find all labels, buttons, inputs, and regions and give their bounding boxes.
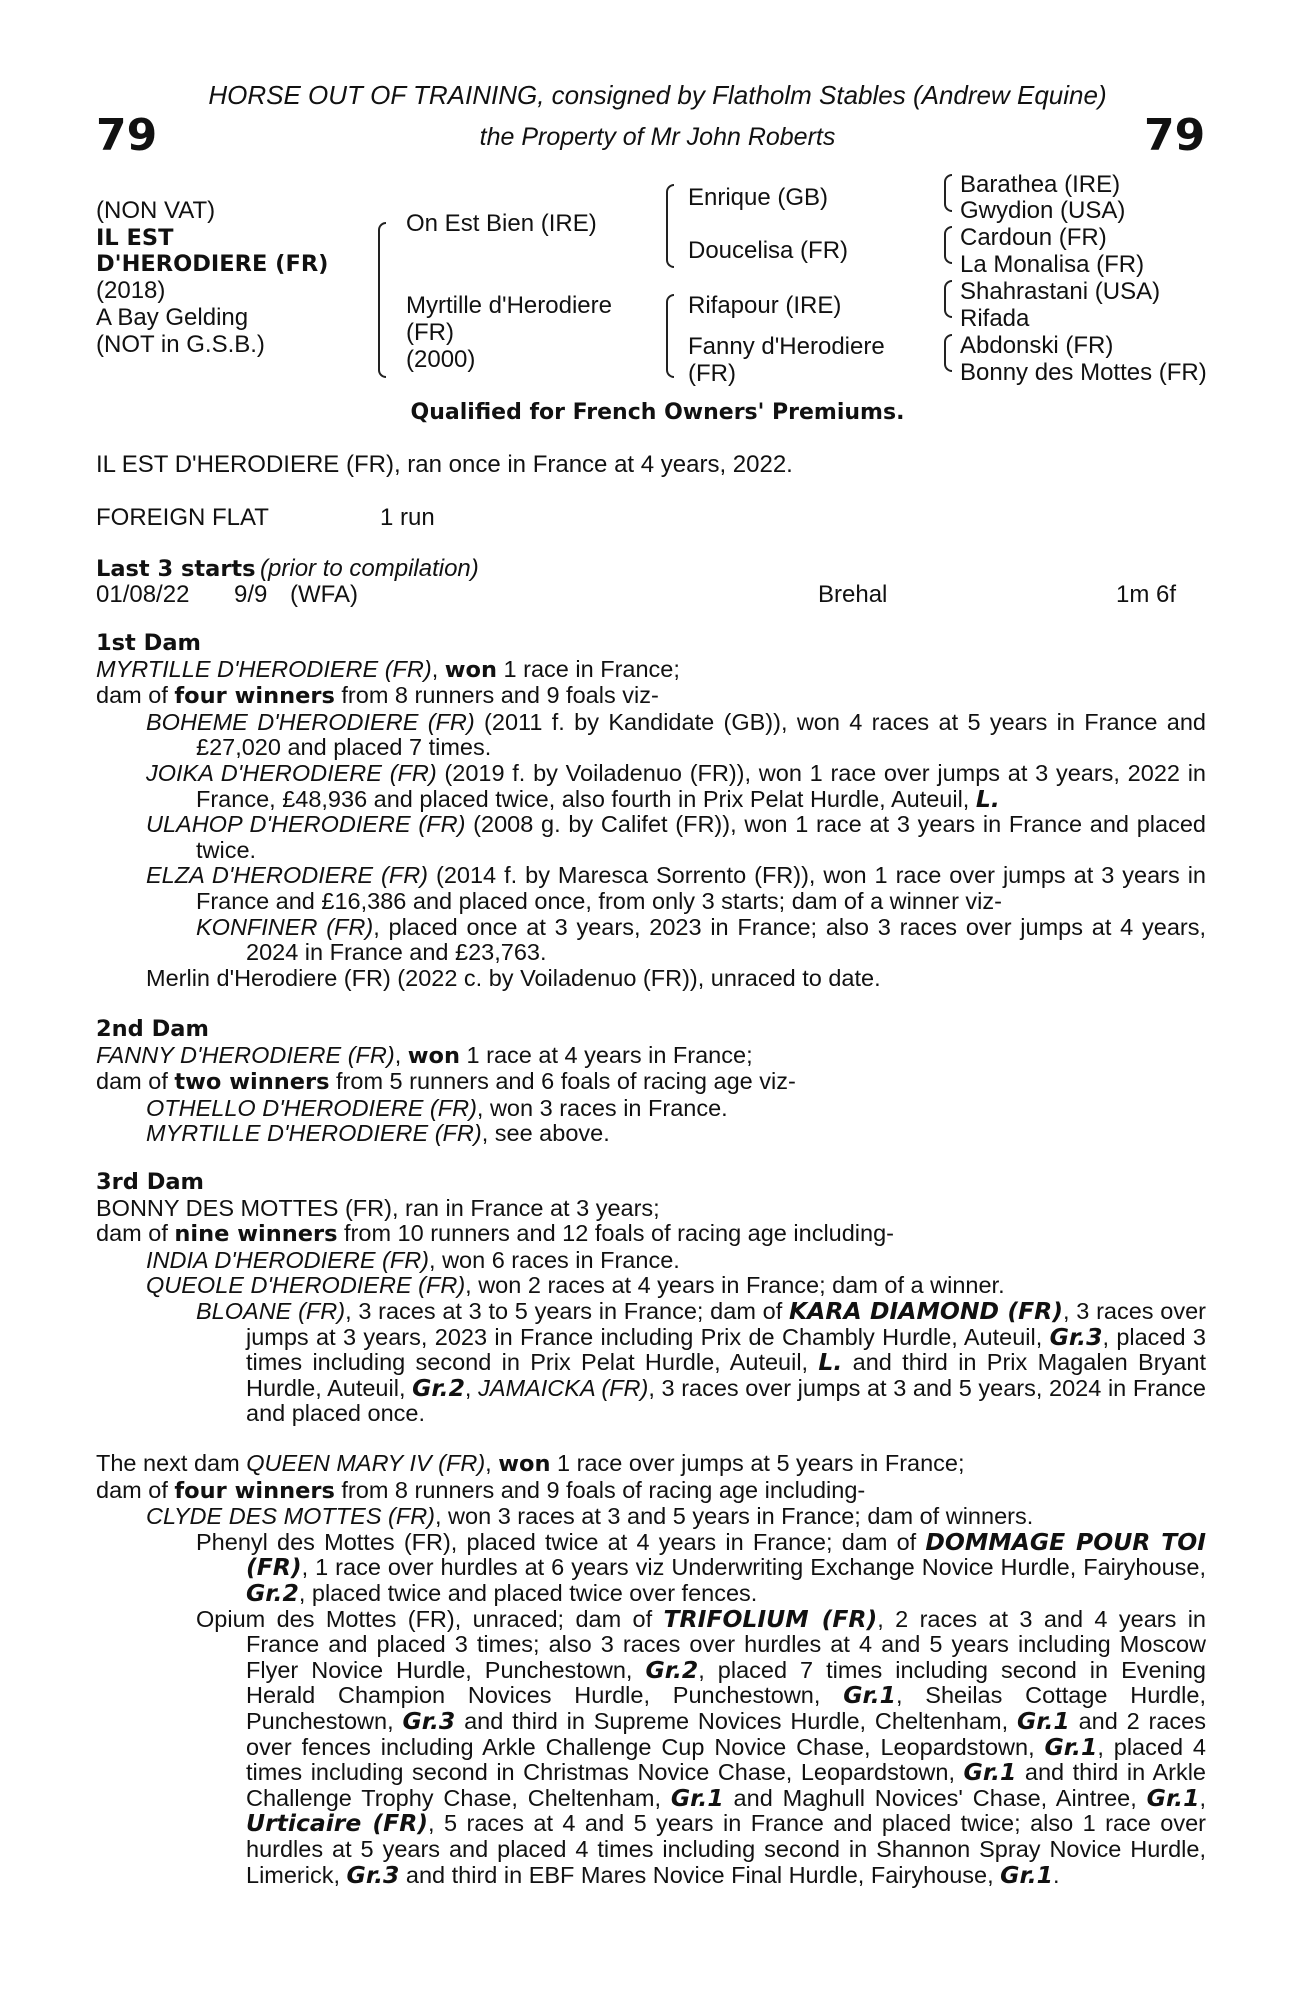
pedigree-ggs-2: Cardoun (FR) (960, 224, 1107, 251)
next-dam-won: won (498, 1451, 551, 1477)
grade-mark: Gr.2 (246, 1578, 299, 1607)
third-dam-section (96, 1170, 1206, 1427)
pedigree-brace-2 (944, 226, 952, 264)
pedigree-ggd-3: Rifada (960, 305, 1030, 332)
listed-mark: L. (975, 784, 1000, 813)
grade-mark: Gr.3 (402, 1706, 456, 1735)
start-distance: 1m 6f (1116, 581, 1177, 608)
pedigree-brace-4 (944, 334, 952, 372)
lot-number-right: 79 (1144, 110, 1206, 161)
produce-text: , placed 4 times including second in Christmas Novice Chase, Leopardstown, (246, 1733, 1206, 1786)
pedigree-sire-sire: Enrique (GB) (688, 184, 829, 211)
gsb-status: (NOT in G.S.B.) (96, 331, 265, 358)
next-dam-sep: , (485, 1450, 499, 1476)
first-dam-section (96, 631, 1206, 991)
pedigree-brace-main (378, 222, 386, 378)
produce-name: ELZA D'HERODIERE (FR) (146, 862, 429, 889)
dam-of-post: from 10 runners and 12 foals of racing age including- (337, 1220, 894, 1247)
produce-myrtille (96, 1121, 1206, 1147)
produce-text: (2011 f. by Kandidate (GB)), won 4 races at 5 years in France and £27,020 and placed 7 times. (196, 708, 1206, 761)
produce-elza (96, 863, 1206, 914)
produce-text: , 3 races over jumps at 3 and 5 years, 2024 in France and placed once. (246, 1374, 1207, 1427)
produce-text: , (464, 1374, 479, 1401)
produce-queole (96, 1273, 1206, 1299)
grade-mark: Gr.2 (412, 1373, 465, 1402)
dam-of-pre: dam of (96, 682, 175, 709)
produce-text: , placed 7 times including second in Evening Herald Champion Novices Hurdle, Punchestown, (246, 1656, 1207, 1709)
pedigree-sire: On Est Bien (IRE) (406, 210, 597, 237)
premiums-note: Qualified for French Owners' Premiums. (410, 400, 905, 425)
grade-mark: Gr.1 (1000, 1860, 1053, 1889)
next-dam-produce-line (96, 1478, 1206, 1505)
race-summary: IL EST D'HERODIERE (FR), ran once in France at 4 years, 2022. (96, 451, 793, 478)
pedigree-dam-dam-line1: Fanny d'Herodiere (688, 333, 885, 360)
produce-text: , won 3 races at 3 and 5 years in France; dam of winners. (435, 1503, 1034, 1530)
produce-text: , 5 races at 4 and 5 years in France and placed twice; also 1 race over hurdles at 5 years and placed 4 times including second in Shannon Spray Novice Hurdle, Limerick, (246, 1810, 1206, 1888)
pedigree-brace-dam (666, 294, 674, 378)
first-dam-rest: 1 race in France; (497, 655, 680, 682)
produce-name: ULAHOP D'HERODIERE (FR) (146, 811, 466, 838)
produce-text: , see above. (481, 1120, 610, 1147)
produce-othello (96, 1096, 1206, 1122)
last-starts-note: (prior to compilation) (260, 555, 479, 582)
grade-mark: Gr.1 (1016, 1706, 1070, 1735)
pedigree-ggd-1: Gwydion (USA) (960, 197, 1126, 224)
produce-text: , 3 races over jumps at 3 years, 2023 in France including Prix de Chambly Hurdle, Auteuil, (246, 1297, 1206, 1350)
produce-joika (96, 761, 1206, 812)
produce-text: Opium des Mottes (FR), unraced; dam of (196, 1605, 664, 1632)
third-dam-produce-line (96, 1221, 1206, 1248)
produce-text: , 2 races at 3 and 4 years in France and placed 3 times; also 3 races over hurdles at 4 and 5 years including Moscow Flyer Novice Hurdle, Punchestown, (246, 1605, 1207, 1683)
black-type-name: DOMMAGE POUR TOI (FR) (246, 1527, 1206, 1582)
produce-phenyl (96, 1527, 1206, 1607)
foaling-year: (2018) (96, 277, 166, 304)
pedigree-brace-sire (666, 184, 674, 268)
third-dam-heading: 3rd Dam (96, 1169, 204, 1195)
produce-text: , won 6 races in France. (429, 1246, 680, 1273)
pedigree-dam-sire: Rifapour (IRE) (688, 292, 842, 319)
second-dam-line: FANNY D'HERODIERE (FR), won 1 race at 4 years in France; (96, 1041, 753, 1069)
vat-status: (NON VAT) (96, 197, 216, 224)
grade-mark: Gr.3 (1049, 1322, 1103, 1351)
pedigree-ggd-2: La Monalisa (FR) (960, 251, 1145, 278)
pedigree-dam-dam-line2: (FR) (688, 360, 736, 387)
start-course: Brehal (818, 581, 888, 608)
second-dam-won: won (407, 1042, 461, 1069)
produce-text: , placed 3 times including second in Prix Pelat Hurdle, Auteuil, (246, 1323, 1206, 1376)
dam-of-bold: two winners (174, 1069, 330, 1096)
pedigree-ggs-3: Shahrastani (USA) (960, 278, 1161, 305)
produce-clyde (96, 1504, 1206, 1530)
first-dam-produce-line (96, 683, 1206, 710)
produce-text: , placed twice and placed twice over fences. (298, 1579, 758, 1606)
pedigree-brace-1 (944, 174, 952, 212)
second-dam-section (96, 1017, 1206, 1147)
third-dam-line: BONNY DES MOTTES (FR), ran in France at 3 years; (96, 1194, 660, 1221)
record-value: 1 run (380, 504, 435, 531)
black-type-name: TRIFOLIUM (FR) (663, 1604, 878, 1633)
produce-merlin: Merlin d'Herodiere (FR) (2022 c. by Voiladenuo (FR)), unraced to date. (146, 964, 881, 991)
next-dam-rest: 1 race over jumps at 5 years in France; (550, 1450, 965, 1476)
pedigree-ggs-4: Abdonski (FR) (960, 332, 1114, 359)
dam-of-post: from 8 runners and 9 foals viz- (334, 682, 659, 709)
produce-text: , 1 race over hurdles at 6 years viz Underwriting Exchange Novice Hurdle, Fairyhouse, (301, 1554, 1206, 1581)
start-condition: (WFA) (290, 581, 358, 608)
produce-text: . (1052, 1861, 1060, 1888)
next-dam-pre: The next dam (96, 1450, 247, 1476)
dam-of-pre: dam of (96, 1220, 175, 1247)
produce-name: INDIA D'HERODIERE (FR) (146, 1246, 430, 1273)
produce-name: QUEOLE D'HERODIERE (FR) (146, 1272, 466, 1299)
listed-mark: L. (818, 1348, 843, 1377)
next-dam-section (96, 1451, 1206, 1888)
produce-ulahop (96, 812, 1206, 863)
produce-text: and third in Supreme Novices Hurdle, Cheltenham, (455, 1707, 1017, 1734)
produce-name: KONFINER (FR) (196, 913, 374, 940)
dam-of-post: from 5 runners and 6 foals of racing age viz- (329, 1068, 796, 1095)
first-dam-line: MYRTILLE D'HERODIERE (FR), won 1 race in France; (96, 655, 680, 683)
second-dam-heading: 2nd Dam (96, 1016, 209, 1042)
start-date: 01/08/22 (96, 581, 190, 608)
produce-text: and Maghull Novices' Chase, Aintree, (723, 1784, 1147, 1811)
grade-mark: Gr.1 (963, 1758, 1017, 1787)
produce-name: BLOANE (FR) (196, 1297, 346, 1324)
produce-boheme (96, 710, 1206, 761)
first-dam-won: won (444, 656, 498, 683)
grade-mark: Gr.1 (843, 1681, 896, 1710)
grade-mark: Gr.1 (1044, 1732, 1098, 1761)
dam-of-bold: four winners (174, 683, 335, 710)
produce-text: and 2 races over fences including Arkle Challenge Cup Novice Chase, Leopardstown, (246, 1707, 1206, 1760)
second-dam-produce-line (96, 1069, 1206, 1096)
dam-of-pre: dam of (96, 1476, 175, 1503)
black-type-name: Urticaire (FR) (246, 1809, 429, 1838)
pedigree-dam-line3: (2000) (406, 346, 476, 373)
produce-text: (2019 f. by Voiladenuo (FR)), won 1 race over jumps at 3 years, 2022 in France, £48,936 and placed twice, also fourth in Prix Pelat Hurdle, Auteuil, (196, 759, 1206, 812)
pedigree-dam-line2: (FR) (406, 319, 454, 346)
produce-name: JAMAICKA (FR) (478, 1374, 649, 1401)
produce-india (96, 1248, 1206, 1274)
consignor-line: HORSE OUT OF TRAINING, consigned by Flatholm Stables (Andrew Equine) (208, 80, 1107, 110)
produce-text: (2014 f. by Maresca Sorrento (FR)), won 1 race over jumps at 3 years in France and £16,386 and placed once, from only 3 starts; dam of a winner viz- (196, 862, 1206, 914)
grade-mark: Gr.2 (645, 1655, 699, 1684)
property-line: the Property of Mr John Roberts (479, 123, 836, 151)
first-dam-heading: 1st Dam (96, 630, 201, 656)
produce-text: and third in EBF Mares Novice Final Hurdle, Fairyhouse, (399, 1861, 1001, 1888)
produce-text: , placed once at 3 years, 2023 in France; also 3 races over jumps at 4 years, 2024 in France and £23,763. (246, 913, 1206, 966)
pedigree-ggs-1: Barathea (IRE) (960, 171, 1121, 198)
pedigree-brace-3 (944, 280, 952, 318)
last-starts-heading (96, 556, 479, 582)
produce-name: OTHELLO D'HERODIERE (FR) (146, 1094, 477, 1121)
produce-name: JOIKA D'HERODIERE (FR) (146, 759, 437, 786)
produce-bloane (96, 1296, 1207, 1427)
produce-text: Phenyl des Mottes (FR), placed twice at 4 years in France; dam of (196, 1528, 926, 1555)
last-starts-title: Last 3 starts (96, 556, 256, 582)
grade-mark: Gr.1 (670, 1783, 724, 1812)
produce-konfiner (96, 915, 1206, 966)
pedigree-sire-dam: Doucelisa (FR) (688, 237, 849, 264)
next-dam-name: QUEEN MARY IV (FR) (246, 1450, 486, 1476)
second-dam-rest: 1 race at 4 years in France; (460, 1041, 753, 1068)
produce-text: , Sheilas Cottage Hurdle, Punchestown, (246, 1682, 1206, 1734)
lot-number-left: 79 (96, 110, 158, 161)
second-dam-name: FANNY D'HERODIERE (FR) (96, 1041, 395, 1068)
horse-name-line1: IL EST (96, 225, 174, 251)
produce-name: CLYDE DES MOTTES (FR) (146, 1503, 435, 1530)
produce-opium (96, 1604, 1207, 1889)
pedigree-dam-line1: Myrtille d'Herodiere (406, 292, 612, 319)
produce-text: (2008 g. by Califet (FR)), won 1 race at 3 years in France and placed twice. (196, 811, 1206, 863)
produce-text: , won 2 races at 4 years in France; dam of a winner. (465, 1272, 1005, 1299)
black-type-name: KARA DIAMOND (FR) (788, 1296, 1064, 1325)
next-dam-line (96, 1451, 1206, 1478)
horse-description: A Bay Gelding (96, 304, 249, 331)
dam-of-post: from 8 runners and 9 foals of racing age including- (334, 1476, 866, 1503)
produce-text: and third in Arkle Challenge Trophy Chase, Cheltenham, (246, 1759, 1206, 1811)
produce-text: , (1199, 1784, 1206, 1811)
produce-name: BOHEME D'HERODIERE (FR) (146, 708, 475, 735)
grade-mark: Gr.1 (1146, 1783, 1200, 1812)
produce-text: , won 3 races in France. (476, 1094, 728, 1121)
start-position: 9/9 (234, 581, 268, 608)
produce-name: MYRTILLE D'HERODIERE (FR) (146, 1120, 482, 1147)
horse-name-line2: D'HERODIERE (FR) (96, 251, 329, 277)
dam-of-pre: dam of (96, 1068, 175, 1095)
grade-mark: Gr.3 (346, 1860, 400, 1889)
produce-text: and third in Prix Magalen Bryant Hurdle, Auteuil, (246, 1349, 1206, 1401)
pedigree-ggd-4: Bonny des Mottes (FR) (960, 359, 1207, 386)
record-label: FOREIGN FLAT (96, 504, 269, 531)
produce-text: , 3 races at 3 to 5 years in France; dam of (345, 1297, 789, 1324)
dam-of-bold: four winners (174, 1477, 335, 1504)
dam-of-bold: nine winners (174, 1221, 338, 1248)
first-dam-name: MYRTILLE D'HERODIERE (FR) (96, 655, 432, 682)
